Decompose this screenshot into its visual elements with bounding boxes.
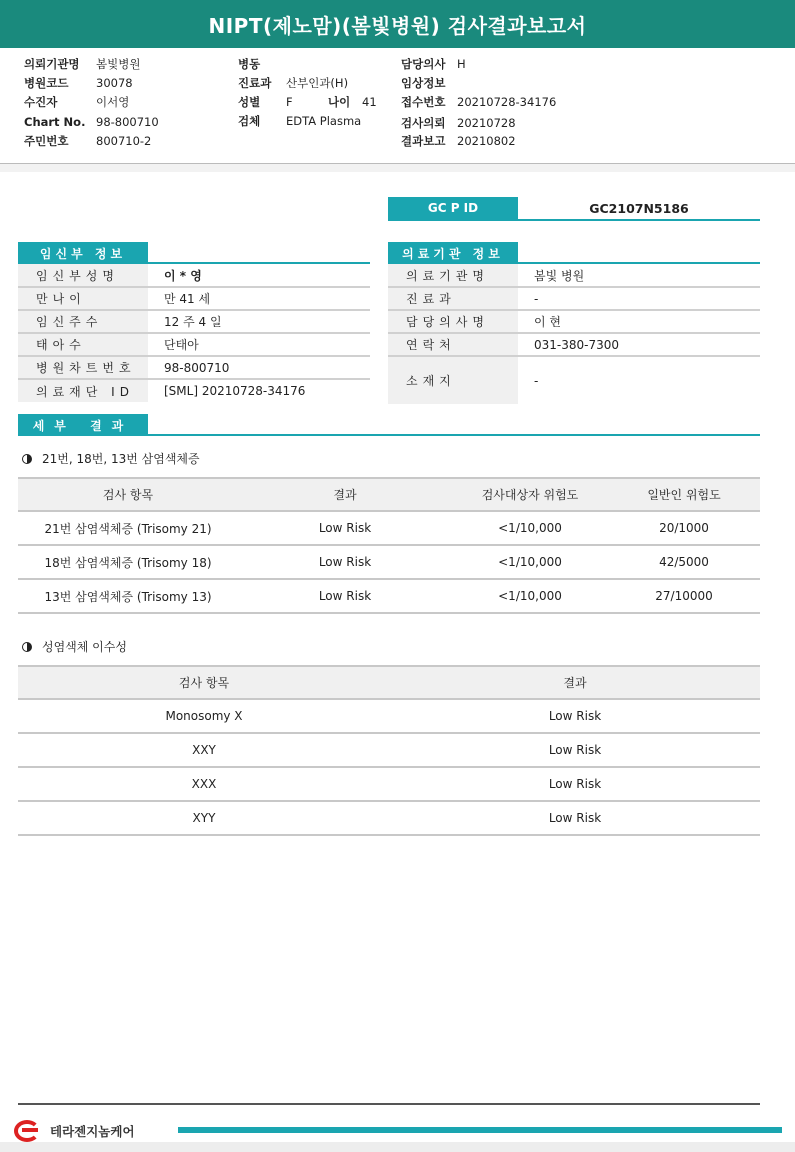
table-header-row: 검사 항목 결과 — [18, 666, 760, 699]
patient-row: 병원차트번호 98-800710 — [18, 356, 370, 379]
gcpid-bar — [388, 197, 760, 221]
company-name: 테라젠지놈케어 — [50, 1124, 135, 1139]
patient-info-table — [18, 264, 370, 402]
table-row: Monosomy X Low Risk — [18, 699, 760, 733]
footer-accent-bar — [178, 1127, 782, 1133]
header-clinical-info: 임상정보 — [401, 76, 446, 90]
table-row: 21번 삼염색체증 (Trisomy 21) Low Risk <1/10,000 20/1000 — [18, 511, 760, 545]
hospital-section-header — [388, 242, 760, 264]
patient-row: 임신주수 12 주 4 일 — [18, 310, 370, 333]
patient-row: 의료재단 ID [SML] 20210728-34176 — [18, 379, 370, 402]
header-receipt-no: 접수번호 20210728-34176 — [401, 95, 557, 109]
hospital-row: 의료기관명 봄빛 병원 — [388, 264, 760, 287]
footer-brand-block — [12, 1118, 135, 1144]
page-bottom-band — [0, 1142, 795, 1152]
patient-row: 임신부성명 이 * 영 — [18, 264, 370, 287]
header-divider — [0, 164, 795, 172]
header-hospital-code: 병원코드 30078 — [24, 76, 133, 90]
hospital-info-table — [388, 264, 760, 404]
header-ward: 병동 — [238, 57, 261, 71]
header-specimen: 검체 EDTA Plasma — [238, 114, 362, 128]
gcpid-label: GC P ID — [388, 197, 518, 219]
hospital-row: 담당의사명 이 현 — [388, 310, 760, 333]
gcpid-value: GC2107N5186 — [589, 200, 689, 216]
hospital-row: 연락처 031-380-7300 — [388, 333, 760, 356]
header-request-date: 검사의뢰 20210728 — [401, 116, 516, 130]
patient-section-title: 임신부 정보 — [18, 242, 148, 264]
footer-divider — [18, 1103, 760, 1105]
table-row: XXX Low Risk — [18, 767, 760, 801]
report-title: NIPT(제노맘)(봄빛병원) 검사결과보고서 — [0, 0, 795, 48]
table-header-row: 검사 항목 결과 검사대상자 위험도 일반인 위험도 — [18, 478, 760, 511]
patient-row: 만나이 만 41 세 — [18, 287, 370, 310]
header-hospital-name: 의뢰기관명 봄빛병원 — [24, 57, 141, 71]
table-row: XXY Low Risk — [18, 733, 760, 767]
company-logo-icon — [12, 1118, 46, 1144]
header-patient-name: 수진자 이서영 — [24, 95, 130, 109]
patient-section-header — [18, 242, 370, 264]
patient-row: 태아수 단태아 — [18, 333, 370, 356]
header-doctor: 담당의사 H — [401, 57, 466, 71]
header-department: 진료과 산부인과(H) — [238, 76, 349, 90]
half-circle-icon — [22, 642, 32, 652]
hospital-section-title: 의료기관 정보 — [388, 242, 518, 264]
header-resident-no: 주민번호 800710-2 — [24, 134, 152, 148]
detail-section-header — [18, 414, 760, 436]
trisomy-table — [18, 477, 760, 614]
header-chart-no: Chart No. 98-800710 — [24, 115, 159, 129]
table-row: 18번 삼염색체증 (Trisomy 18) Low Risk <1/10,000 42/5000 — [18, 545, 760, 579]
table-row: 13번 삼염색체증 (Trisomy 13) Low Risk <1/10,000 27/10000 — [18, 579, 760, 613]
hospital-row: 소재지 - — [388, 356, 760, 404]
header-report-date: 결과보고 20210802 — [401, 134, 516, 148]
hospital-row: 진료과 - — [388, 287, 760, 310]
sex-chromosome-table — [18, 665, 760, 836]
sex-chromosome-subtitle: 성염색체 이수성 — [22, 638, 127, 655]
trisomy-subtitle: 21번, 18번, 13번 삼염색체증 — [22, 450, 200, 467]
header-sex: 성별 F 나이 41 — [238, 95, 377, 109]
half-circle-icon — [22, 454, 32, 464]
report-header — [0, 48, 795, 164]
detail-section-title: 세부 결과 — [18, 414, 148, 436]
table-row: XYY Low Risk — [18, 801, 760, 835]
